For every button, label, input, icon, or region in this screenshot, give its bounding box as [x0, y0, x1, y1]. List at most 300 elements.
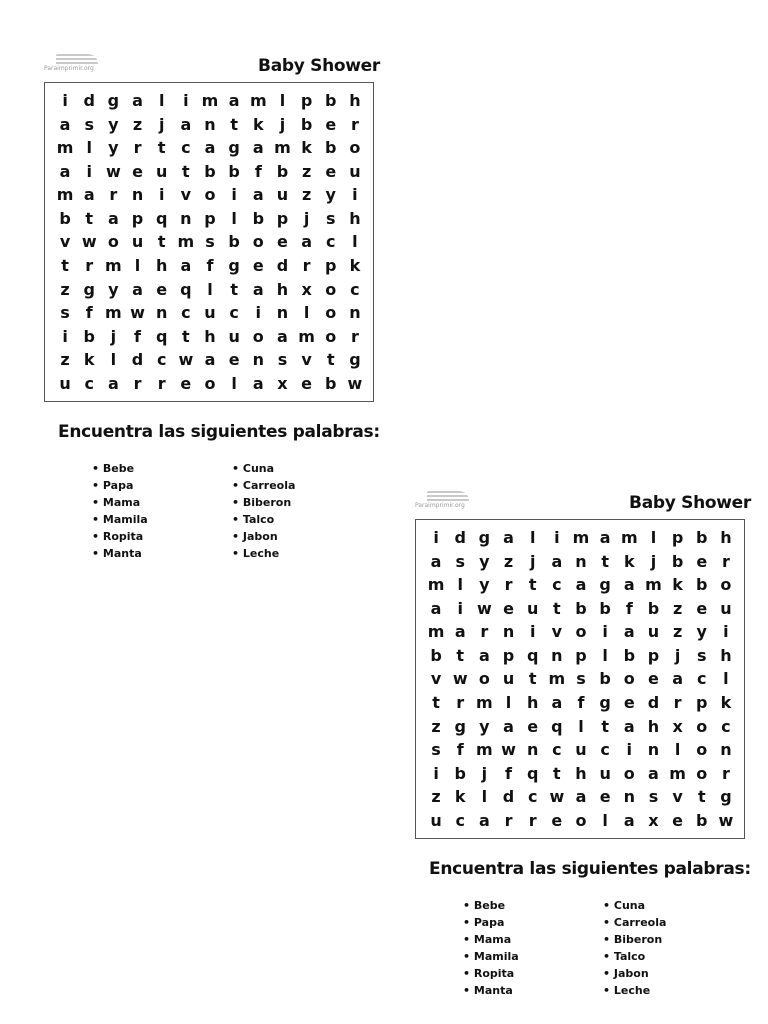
grid-letter: s [205, 232, 215, 252]
word-search-sheet-2 [415, 489, 755, 999]
grid-letter: f [85, 303, 93, 323]
word-list-item: • Mamila [463, 948, 603, 965]
grid-letter: o [696, 763, 708, 783]
word-list-item: • Papa [463, 914, 603, 931]
word-list-item: • Mama [463, 931, 603, 948]
word-list-item: • Cuna [232, 460, 372, 477]
grid-letter: n [623, 787, 635, 807]
grid-letter: e [503, 598, 514, 618]
word-list-item: • Manta [92, 545, 232, 562]
grid-letter: k [454, 787, 466, 807]
grid-letter: l [231, 208, 237, 228]
grid-letter: l [602, 810, 608, 830]
grid-letter: v [301, 350, 312, 370]
grid-letter: i [554, 528, 560, 548]
grid-letter: l [158, 91, 165, 111]
grid-letter: j [303, 208, 310, 228]
grid-letter: c [600, 740, 610, 760]
grid-letter: a [228, 91, 240, 111]
word-list-item: • Bebe [463, 897, 603, 914]
grid-letter: f [254, 161, 262, 181]
grid-letter: l [674, 740, 681, 760]
grid-letter: c [350, 279, 360, 299]
grid-letter: u [599, 763, 611, 783]
grid-letter: x [277, 373, 288, 393]
grid-letter: a [204, 138, 216, 158]
grid-letter: l [134, 256, 141, 276]
grid-letter: z [301, 161, 312, 181]
grid-letter: g [349, 350, 361, 370]
grid-letter: t [182, 161, 190, 181]
grid-letter: l [110, 350, 117, 370]
grid-letter: i [433, 763, 439, 783]
grid-letter: k [252, 114, 264, 134]
grid-letter: o [720, 575, 732, 595]
grid-letter: h [204, 326, 216, 346]
grid-letter: r [109, 185, 118, 205]
grid-letter: j [529, 551, 536, 571]
grid-letter: n [276, 303, 289, 323]
grid-letter: o [349, 138, 361, 158]
grid-letter: a [107, 373, 119, 393]
word-list [463, 897, 755, 999]
grid-letter: g [228, 138, 240, 158]
logo-text: Paraimprimir.org [44, 65, 94, 72]
word-list-column-left [92, 460, 232, 562]
grid-letter: b [228, 161, 240, 181]
grid-letter: o [325, 303, 337, 323]
grid-letter: k [83, 350, 95, 370]
grid-letter: c [455, 810, 465, 830]
grid-letter: e [325, 114, 337, 134]
grid-letter: r [456, 693, 465, 713]
grid-letter: t [601, 551, 609, 571]
grid-letter: g [228, 256, 240, 276]
grid-letter: c [527, 787, 538, 807]
grid-letter: b [430, 645, 442, 665]
grid-letter: k [349, 256, 361, 276]
sheet-header [415, 489, 755, 519]
grid-letter: n [131, 185, 144, 205]
grid-letter: a [252, 138, 264, 158]
grid-letter: b [454, 763, 466, 783]
grid-letter: w [501, 740, 516, 760]
grid-letter: k [301, 138, 312, 158]
grid-letter: a [301, 232, 312, 252]
grid-letter: a [599, 528, 611, 548]
grid-letter: a [623, 622, 635, 642]
grid-letter: m [669, 763, 686, 783]
grid-letter: b [696, 528, 708, 548]
grid-letter: x [672, 716, 683, 736]
grid-letter: f [456, 740, 464, 760]
grid-letter: m [56, 138, 74, 158]
grid-letter: m [427, 575, 445, 595]
grid-letter: e [696, 598, 708, 618]
grid-letter: a [59, 161, 71, 181]
grid-letter: t [697, 787, 706, 807]
word-list-item: • Biberon [232, 494, 372, 511]
grid-letter: f [625, 598, 633, 618]
grid-letter: t [230, 114, 238, 134]
grid-letter: a [672, 669, 683, 689]
grid-letter: p [647, 645, 660, 665]
grid-letter: a [180, 256, 192, 276]
word-list-item: • Bebe [92, 460, 232, 477]
grid-letter: v [430, 669, 442, 689]
grid-letter: w [347, 373, 363, 393]
word-list-column-left [463, 897, 603, 999]
grid-letter: d [454, 528, 466, 548]
grid-letter: r [480, 622, 489, 642]
grid-letter: e [325, 161, 337, 181]
grid-letter: m [476, 740, 493, 760]
grid-letter: t [553, 598, 561, 618]
grid-letter: z [431, 787, 441, 807]
logo-text: Paraimprimir.org [415, 502, 465, 509]
grid-letter: n [502, 622, 515, 642]
grid-letter: a [180, 114, 192, 134]
grid-letter: e [527, 716, 539, 736]
grid-letter: y [479, 575, 490, 595]
grid-letter: w [105, 161, 121, 181]
grid-letter: k [720, 693, 732, 713]
grid-letter: a [430, 598, 442, 618]
instructions-heading: Encuentra las siguientes palabras: [58, 422, 380, 442]
grid-letter: i [723, 622, 729, 642]
grid-letter: p [204, 208, 216, 228]
grid-letter: k [672, 575, 683, 595]
grid-letter: y [108, 114, 119, 134]
grid-letter: t [326, 350, 335, 370]
grid-letter: m [548, 669, 566, 689]
word-search-sheet-1 [44, 52, 384, 562]
grid-letter: l [650, 528, 657, 548]
grid-letter: l [505, 693, 512, 713]
grid-letter: p [575, 645, 587, 665]
grid-letter: i [457, 598, 463, 618]
grid-letter: g [599, 575, 611, 595]
grid-letter: q [551, 716, 563, 736]
grid-letter: o [325, 326, 337, 346]
instructions-heading: Encuentra las siguientes palabras: [429, 859, 751, 879]
grid-letter: l [578, 716, 584, 736]
grid-letter: r [673, 693, 682, 713]
grid-letter: d [647, 693, 660, 713]
grid-letter: a [478, 645, 490, 665]
grid-letter: o [204, 185, 216, 205]
grid-letter: u [575, 740, 587, 760]
grid-letter: l [457, 575, 463, 595]
grid-letter: o [623, 763, 635, 783]
grid-letter: u [155, 161, 168, 181]
grid-letter: s [697, 645, 707, 665]
grid-letter: c [721, 716, 731, 736]
grid-letter: n [575, 551, 587, 571]
word-list [92, 460, 384, 562]
grid-letter: l [207, 279, 213, 299]
grid-letter: e [551, 810, 563, 830]
grid-letter: a [83, 185, 95, 205]
grid-letter: n [252, 350, 264, 370]
sheet-header [44, 52, 384, 82]
sheet-title: Baby Shower [629, 493, 751, 513]
grid-letter: f [505, 763, 513, 783]
word-list-item: • Mama [92, 494, 232, 511]
grid-letter: n [526, 740, 539, 760]
grid-letter: b [599, 669, 611, 689]
grid-letter: o [575, 810, 587, 830]
grid-letter: l [279, 91, 286, 111]
grid-letter: e [623, 693, 635, 713]
grid-letter: e [228, 350, 240, 370]
grid-letter: z [672, 622, 683, 642]
grid-letter: q [155, 326, 168, 346]
grid-letter: a [551, 551, 563, 571]
grid-letter: u [526, 598, 539, 618]
letter-grid [415, 519, 745, 839]
grid-letter: s [326, 208, 336, 228]
grid-letter: c [181, 138, 191, 158]
grid-letter: o [575, 622, 587, 642]
grid-letter: j [650, 551, 657, 571]
grid-letter: u [204, 303, 216, 323]
grid-letter: t [456, 645, 465, 665]
grid-letter: o [252, 326, 264, 346]
grid-letter: a [277, 326, 288, 346]
grid-letter: u [502, 669, 515, 689]
grid-letter: b [696, 810, 708, 830]
grid-letter: s [455, 551, 465, 571]
grid-letter: n [349, 303, 361, 323]
grid-letter: n [204, 114, 216, 134]
grid-letter: i [231, 185, 237, 205]
grid-letter: a [107, 208, 119, 228]
grid-letter: p [276, 208, 289, 228]
grid-letter: b [228, 232, 240, 252]
grid-letter: c [156, 350, 167, 370]
grid-letter: f [577, 693, 585, 713]
grid-letter: u [720, 598, 732, 618]
word-list-item: • Leche [232, 545, 372, 562]
grid-letter: d [502, 787, 515, 807]
grid-letter: b [83, 326, 95, 346]
grid-letter: r [85, 256, 94, 276]
sheet-title: Baby Shower [258, 56, 380, 76]
grid-letter: w [549, 787, 565, 807]
grid-letter: v [551, 622, 563, 642]
word-list-item: • Ropita [92, 528, 232, 545]
grid-letter: i [626, 740, 633, 760]
grid-letter: r [504, 575, 513, 595]
site-logo [415, 491, 485, 511]
grid-letter: m [645, 575, 662, 595]
grid-letter: w [178, 350, 194, 370]
word-list-item: • Ropita [463, 965, 603, 982]
grid-letter: a [252, 185, 264, 205]
grid-letter: o [325, 279, 337, 299]
grid-letter: i [529, 622, 536, 642]
grid-letter: r [350, 326, 359, 346]
grid-letter: a [454, 622, 466, 642]
grid-letter: d [276, 256, 289, 276]
grid-letter: g [83, 279, 95, 299]
grid-letter: y [479, 716, 490, 736]
grid-letter: c [326, 232, 336, 252]
grid-letter: p [502, 645, 515, 665]
grid-letter: r [721, 551, 730, 571]
grid-letter: g [478, 528, 491, 548]
grid-letter: m [105, 303, 122, 323]
grid-letter: a [503, 716, 514, 736]
grid-letter: r [302, 256, 311, 276]
grid-letter: u [228, 326, 240, 346]
word-list-item: • Jabon [603, 965, 743, 982]
grid-letter: g [720, 787, 732, 807]
grid-letter: a [575, 575, 587, 595]
grid-letter: j [674, 645, 681, 665]
grid-letter: j [158, 114, 165, 134]
grid-letter: b [623, 645, 636, 665]
grid-letter: e [648, 669, 659, 689]
site-logo [44, 54, 114, 74]
grid-letter: o [696, 716, 708, 736]
grid-letter: o [478, 669, 490, 689]
grid-letter: t [528, 669, 537, 689]
grid-letter: z [132, 114, 143, 134]
grid-letter: o [107, 232, 119, 252]
grid-letter: v [180, 185, 192, 205]
grid-letter: b [252, 208, 265, 228]
grid-letter: c [552, 575, 562, 595]
grid-letter: a [252, 373, 264, 393]
grid-letter: a [623, 810, 635, 830]
grid-letter: c [552, 740, 562, 760]
grid-letter: e [156, 279, 168, 299]
grid-letter: d [83, 91, 95, 111]
grid-letter: h [349, 91, 361, 111]
grid-letter: v [59, 232, 71, 252]
grid-letter: h [276, 279, 289, 299]
grid-letter: r [528, 810, 537, 830]
grid-letter: l [303, 303, 310, 323]
grid-letter: m [476, 693, 493, 713]
grid-letter: u [276, 185, 289, 205]
grid-letter: u [349, 161, 361, 181]
grid-letter: h [720, 645, 732, 665]
grid-letter: p [300, 91, 313, 111]
grid-letter: n [551, 645, 563, 665]
grid-letter: a [623, 716, 635, 736]
grid-letter: z [672, 598, 683, 618]
grid-letter: i [62, 91, 68, 111]
grid-letter: h [526, 693, 539, 713]
grid-letter: l [352, 232, 358, 252]
grid-letter: m [201, 91, 219, 111]
word-list-item: • Cuna [603, 897, 743, 914]
grid-letter: i [433, 528, 439, 548]
grid-letter: q [180, 279, 192, 299]
letter-grid [44, 82, 374, 402]
grid-letter: w [452, 669, 468, 689]
grid-letter: o [623, 669, 635, 689]
grid-letter: d [131, 350, 144, 370]
grid-letter: p [131, 208, 144, 228]
grid-letter: m [274, 138, 291, 158]
grid-letter: x [301, 279, 312, 299]
grid-letter: i [183, 91, 189, 111]
grid-letter: l [481, 787, 488, 807]
grid-letter: y [108, 279, 119, 299]
grid-letter: g [599, 693, 611, 713]
grid-letter: b [59, 208, 71, 228]
grid-letter: h [720, 528, 732, 548]
grid-letter: n [180, 208, 192, 228]
grid-letter: e [277, 232, 288, 252]
grid-letter: b [300, 114, 313, 134]
grid-letter: c [181, 303, 191, 323]
grid-letter: z [301, 185, 312, 205]
grid-letter: m [572, 528, 590, 548]
grid-letter: p [696, 693, 708, 713]
word-list-item: • Papa [92, 477, 232, 494]
grid-letter: m [298, 326, 315, 346]
grid-letter: o [204, 373, 216, 393]
grid-letter: e [696, 551, 708, 571]
word-list-column-right [232, 460, 372, 562]
grid-letter: i [602, 622, 608, 642]
grid-letter: o [696, 740, 708, 760]
grid-letter: m [56, 185, 74, 205]
grid-letter: l [231, 373, 237, 393]
grid-letter: r [350, 114, 359, 134]
grid-letter: z [503, 551, 514, 571]
grid-letter: l [529, 528, 536, 548]
word-list-item: • Carreola [232, 477, 372, 494]
grid-letter: t [157, 232, 166, 252]
grid-letter: j [481, 763, 488, 783]
grid-letter: b [671, 551, 684, 571]
grid-letter: k [623, 551, 635, 571]
grid-letter: g [107, 91, 120, 111]
grid-letter: a [430, 551, 442, 571]
grid-letter: b [325, 373, 337, 393]
grid-letter: i [255, 303, 262, 323]
grid-letter: a [575, 787, 587, 807]
grid-letter: p [325, 256, 337, 276]
grid-letter: l [723, 669, 729, 689]
grid-letter: c [697, 669, 707, 689]
grid-letter: e [301, 373, 313, 393]
grid-letter: m [620, 528, 638, 548]
word-list-column-right [603, 897, 743, 999]
word-list-item: • Talco [603, 948, 743, 965]
grid-letter: c [84, 373, 94, 393]
grid-letter: z [60, 350, 70, 370]
grid-letter: y [696, 622, 707, 642]
word-list-item: • Biberon [603, 931, 743, 948]
grid-letter: b [276, 161, 289, 181]
grid-letter: h [155, 256, 168, 276]
grid-letter: i [62, 326, 68, 346]
grid-letter: x [648, 810, 659, 830]
grid-letter: q [526, 763, 539, 783]
grid-letter: v [672, 787, 683, 807]
word-list-item: • Carreola [603, 914, 743, 931]
grid-letter: u [430, 810, 442, 830]
grid-letter: b [204, 161, 216, 181]
grid-letter: m [105, 256, 122, 276]
